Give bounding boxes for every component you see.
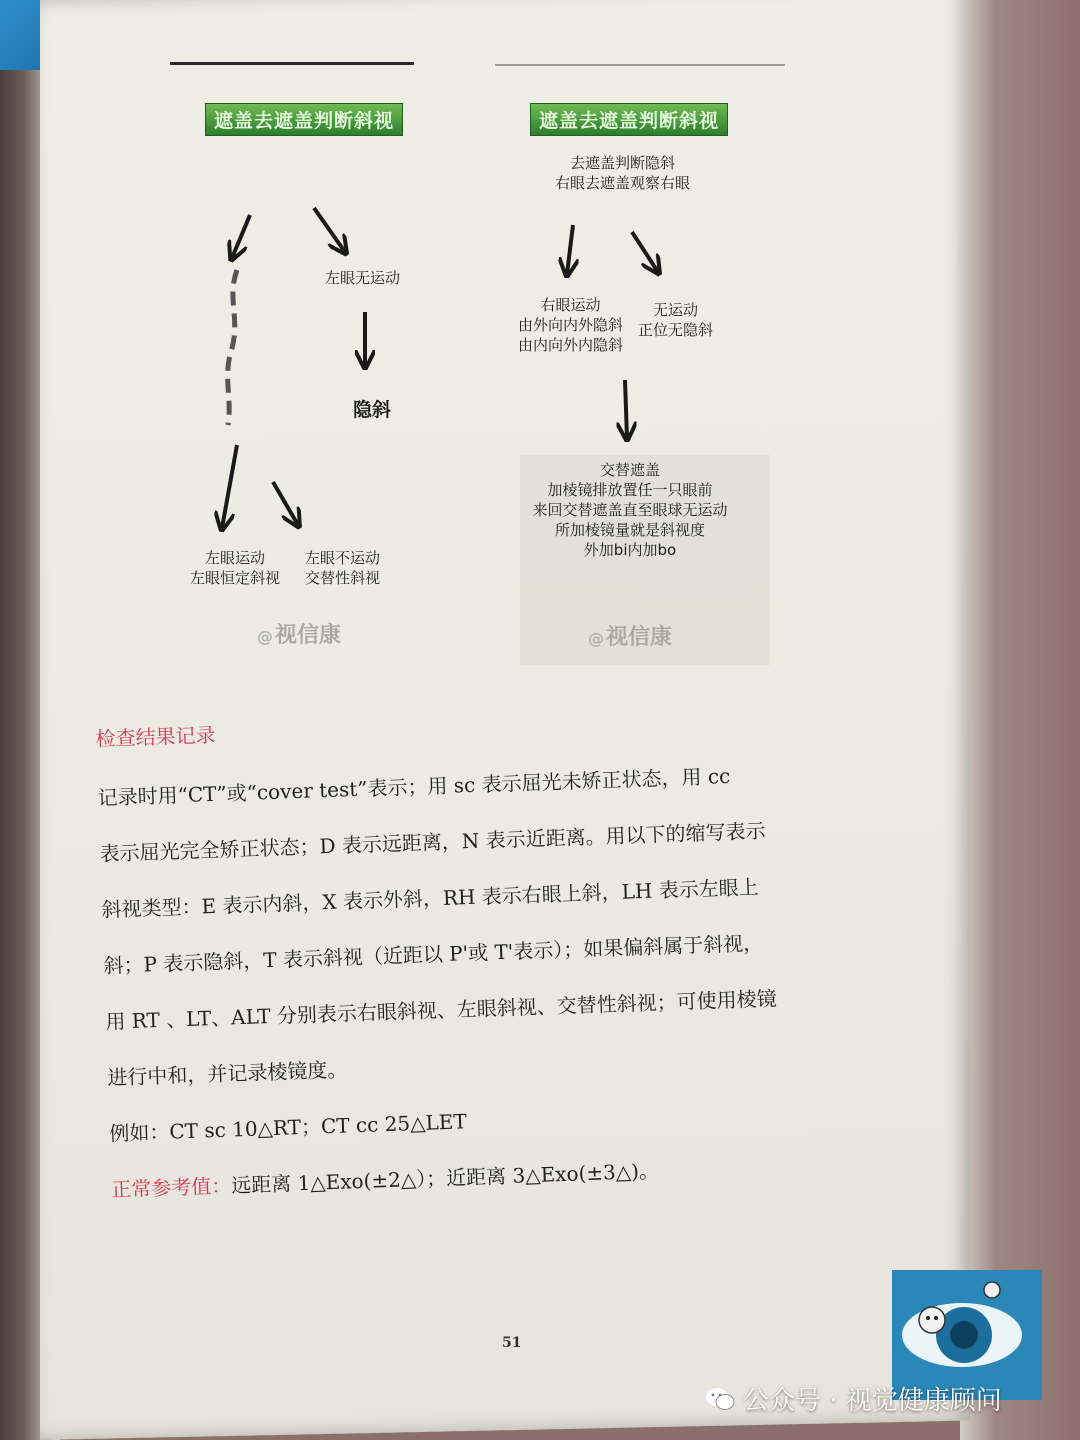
wechat-account-text: 公众号 · 视觉健康顾问 — [743, 1386, 1002, 1416]
page-number: 51 — [502, 1335, 522, 1351]
section-heading: 检查结果记录 — [95, 722, 216, 751]
alt-line2: 加棱镜排放置任一只眼前 — [547, 481, 713, 499]
right-top-node — [555, 153, 690, 193]
node-left-eye-not-move-line2: 交替性斜视 — [305, 569, 381, 587]
node-left-eye-move — [190, 548, 280, 588]
node-right-move-line2: 由外向内外隐斜 — [518, 316, 624, 334]
alt-line5: 外加bi内加bo — [583, 541, 677, 559]
node-no-move-line1: 无运动 — [653, 301, 699, 319]
alt-line4: 所加棱镜量就是斜视度 — [554, 521, 705, 539]
wechat-icon — [705, 1386, 735, 1412]
right-diagram-watermark: @视信康 — [588, 625, 673, 650]
node-alternate-cover — [525, 460, 735, 560]
node-left-eye-not-move — [305, 548, 380, 588]
left-watermark-text: 视信康 — [275, 623, 342, 648]
arrow-left-5 — [273, 482, 298, 525]
node-left-eye-not-move-line1: 左眼不运动 — [305, 549, 381, 567]
body-line-5: 用 RT 、LT、ALT 分别表示右眼斜视、左眼斜视、交替性斜视；可使用棱镜 — [105, 986, 778, 1034]
arrow-right-3 — [625, 380, 627, 438]
node-right-move-line3: 由内向外内隐斜 — [518, 336, 624, 354]
node-no-move — [638, 300, 713, 340]
body-line-6: 进行中和，并记录棱镜度。 — [107, 1057, 348, 1090]
example-line: 例如：CT sc 10△RT；CT cc 25△LET — [108, 1109, 468, 1146]
arrow-left-4 — [222, 445, 237, 528]
left-diagram-title: 遮盖去遮盖判断斜视 — [205, 103, 403, 136]
node-left-eye-move-line1: 左眼运动 — [205, 549, 266, 567]
node-right-move-line1: 右眼运动 — [540, 296, 601, 314]
right-top-line1: 去遮盖判断隐斜 — [570, 154, 676, 172]
normal-reference-value: 远距离 1△Exo(±2△）；近距离 3△Exo(±3△)。 — [230, 1158, 660, 1198]
body-line-4: 斜；P 表示隐斜，T 表示斜视（近距以 P'或 T'表示）；如果偏斜属于斜视， — [103, 930, 764, 978]
right-diagram-title: 遮盖去遮盖判断斜视 — [530, 103, 728, 136]
arrow-right-2 — [632, 232, 658, 272]
arrow-left-2 — [314, 208, 345, 252]
arrow-right-1 — [567, 225, 573, 274]
node-no-move-line2: 正位无隐斜 — [638, 321, 714, 339]
normal-reference-label: 正常参考值： — [110, 1173, 232, 1202]
node-left-eye-move-line2: 左眼恒定斜视 — [190, 569, 281, 587]
body-line-1: 记录时用“CT”或“cover test”表示；用 sc 表示屈光未矫正状态，用 cc — [97, 763, 731, 810]
body-line-3: 斜视类型：E 表示内斜，X 表示外斜，RH 表示右眼上斜，LH 表示左眼上 — [101, 874, 760, 922]
alt-line3: 来回交替遮盖直至眼球无运动 — [532, 501, 728, 519]
result-record-section — [95, 694, 902, 1217]
node-phoria: 隐斜 — [353, 399, 392, 421]
body-line-2: 表示屈光完全矫正状态；D 表示远距离，N 表示近距离。用以下的缩写表示 — [99, 818, 766, 866]
line-left-smudge — [228, 270, 237, 425]
alt-line1: 交替遮盖 — [599, 461, 660, 479]
wechat-watermark — [705, 1380, 1002, 1417]
node-right-eye-move — [518, 295, 623, 355]
right-watermark-text: 视信康 — [606, 625, 673, 650]
arrow-left-1 — [232, 215, 250, 258]
right-top-line2: 右眼去遮盖观察右眼 — [555, 174, 691, 192]
node-left-eye-no-move: 左眼无运动 — [325, 269, 401, 287]
left-diagram-watermark: @视信康 — [257, 623, 342, 648]
